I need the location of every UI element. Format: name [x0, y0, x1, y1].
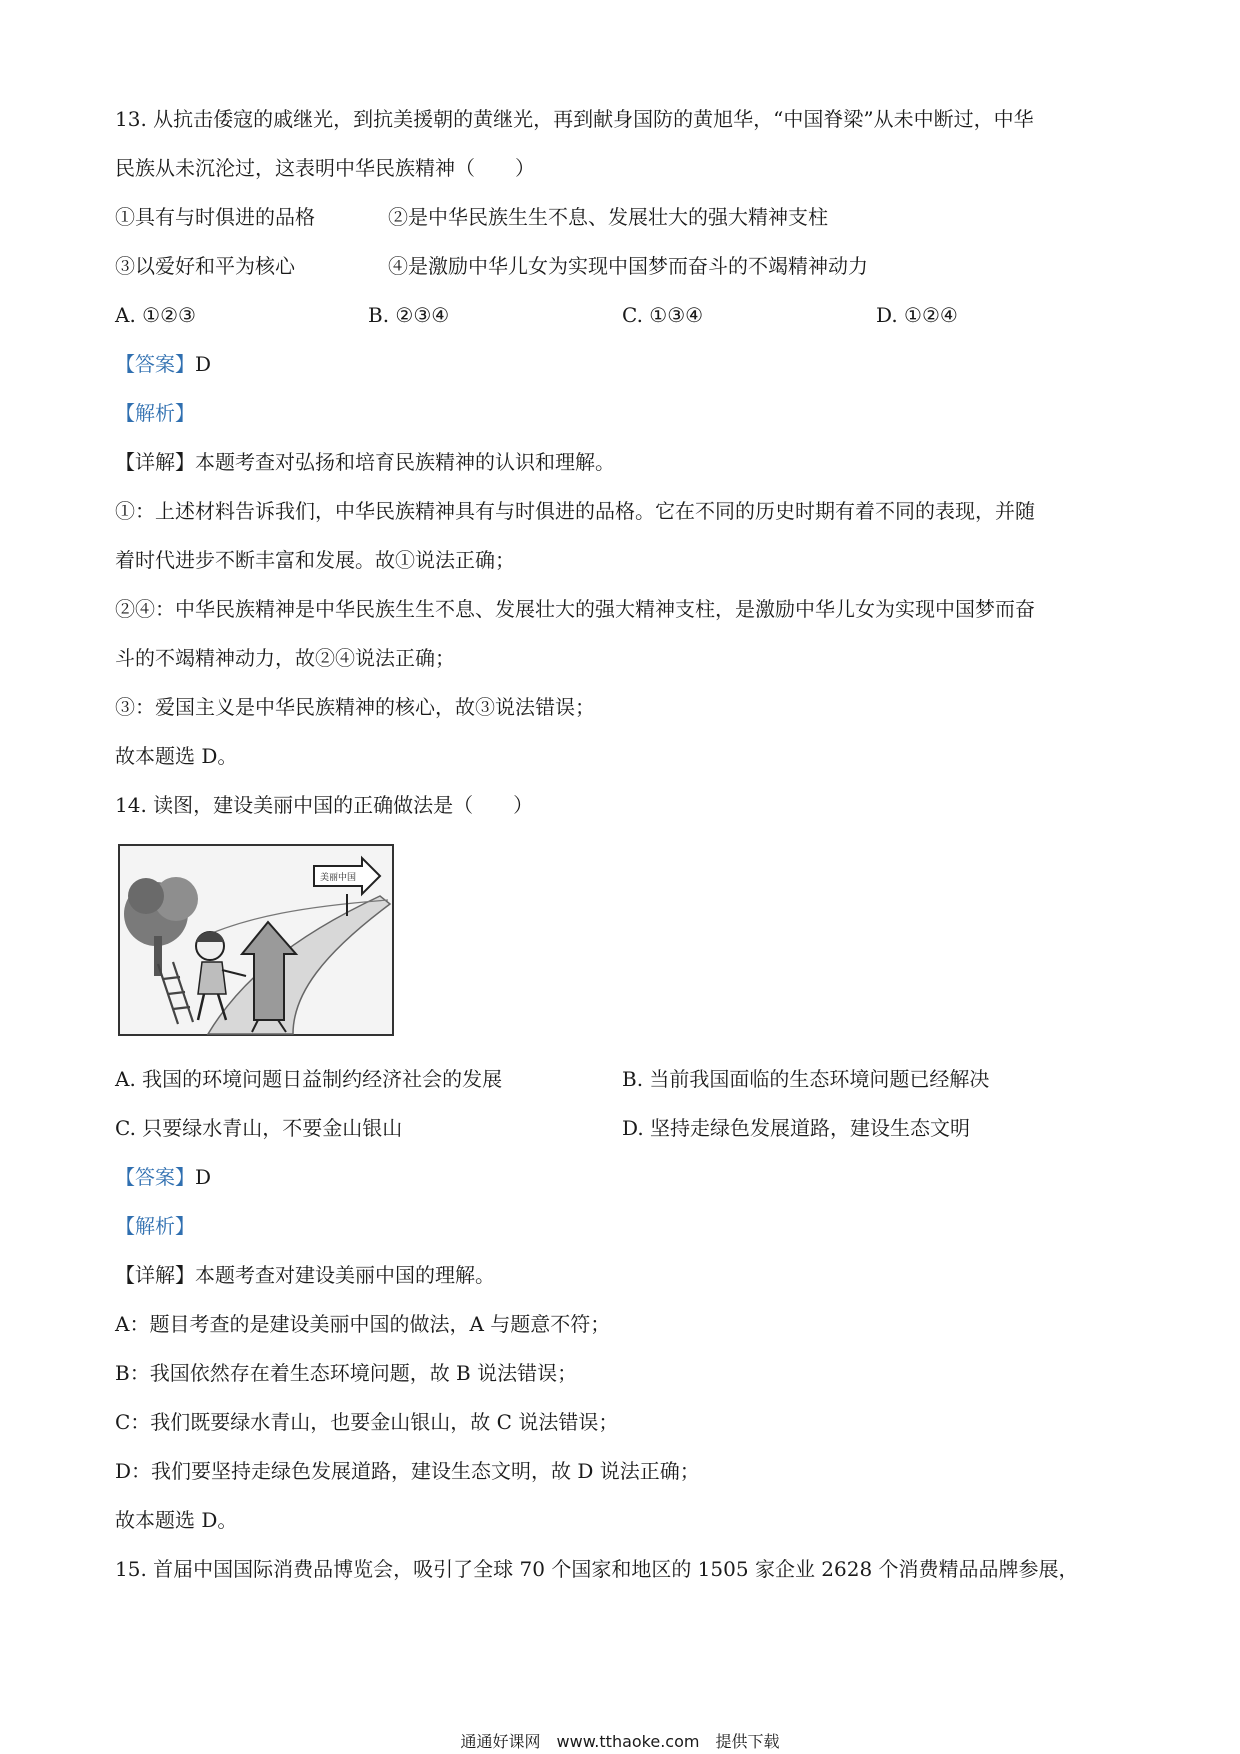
q13-exp2-line1: ②④：中华民族精神是中华民族生生不息、发展壮大的强大精神支柱，是激励中华儿女为实现中国梦而奋 — [115, 597, 1035, 621]
q13-conclusion: 故本题选 D。 — [115, 744, 238, 768]
q13-detail — [115, 448, 615, 476]
q14-answer — [115, 1163, 211, 1191]
answer-tag: 【答案】 — [115, 1165, 195, 1189]
page-footer: 通通好课网 www.tthaoke.com 提供下载 — [460, 1732, 780, 1751]
q14-option-d: D. 坚持走绿色发展道路，建设生态文明 — [622, 1116, 971, 1140]
q13-stem-line1: 13. 从抗击倭寇的戚继光，到抗美援朝的黄继光，再到献身国防的黄旭华，“中国脊梁”从未中断过，中华 — [115, 107, 1034, 131]
q13-item-4: ④是激励中华儿女为实现中国梦而奋斗的不竭精神动力 — [388, 254, 868, 278]
sign-text: 美丽中国 — [319, 873, 357, 883]
q13-option-c: C. ①③④ — [622, 303, 704, 327]
q14-option-a: A. 我国的环境问题日益制约经济社会的发展 — [115, 1067, 503, 1091]
q14-exp-c: C：我们既要绿水青山，也要金山银山，故 C 说法错误； — [115, 1410, 619, 1434]
q13-stem-line2: 民族从未沉沦过，这表明中华民族精神（ ） — [115, 156, 535, 180]
q14-exp-d: D：我们要坚持走绿色发展道路，建设生态文明，故 D 说法正确； — [115, 1459, 700, 1483]
q13-option-a: A. ①②③ — [115, 303, 196, 327]
q13-item-2: ②是中华民族生生不息、发展壮大的强大精神支柱 — [388, 205, 828, 229]
detail-text: 本题考查对建设美丽中国的理解。 — [195, 1263, 495, 1287]
q13-exp3: ③：爱国主义是中华民族精神的核心，故③说法错误； — [115, 695, 595, 719]
q14-analysis-tag: 【解析】 — [115, 1214, 195, 1238]
q14-option-c: C. 只要绿水青山，不要金山银山 — [115, 1116, 403, 1140]
q14-exp-a: A：题目考查的是建设美丽中国的做法，A 与题意不符； — [115, 1312, 611, 1336]
q13-exp2-line2: 斗的不竭精神动力，故②④说法正确； — [115, 646, 455, 670]
q13-item-1: ①具有与时俱进的品格 — [115, 205, 315, 229]
detail-tag: 【详解】 — [115, 1263, 195, 1287]
q13-exp1-line1: ①：上述材料告诉我们，中华民族精神具有与时俱进的品格。它在不同的历史时期有着不同的表现，并随 — [115, 499, 1035, 523]
q13-answer — [115, 350, 211, 378]
q13-option-d: D. ①②④ — [876, 303, 958, 327]
q14-detail — [115, 1261, 495, 1289]
q13-option-b: B. ②③④ — [368, 303, 450, 327]
q13-item-3: ③以爱好和平为核心 — [115, 254, 295, 278]
q13-exp1-line2: 着时代进步不断丰富和发展。故①说法正确； — [115, 548, 515, 572]
q14-conclusion: 故本题选 D。 — [115, 1508, 238, 1532]
q14-exp-b: B：我国依然存在着生态环境问题，故 B 说法错误； — [115, 1361, 578, 1385]
answer-tag: 【答案】 — [115, 352, 195, 376]
answer-value: D — [195, 352, 212, 376]
q15-stem-line1: 15. 首届中国国际消费品博览会，吸引了全球 70 个国家和地区的 1505 家企业 2628 个消费精品品牌参展， — [115, 1557, 1079, 1581]
q14-stem: 14. 读图，建设美丽中国的正确做法是（ ） — [115, 793, 534, 817]
cartoon-illustration — [118, 844, 394, 1036]
detail-text: 本题考查对弘扬和培育民族精神的认识和理解。 — [195, 450, 615, 474]
q14-option-b: B. 当前我国面临的生态环境问题已经解决 — [622, 1067, 990, 1091]
answer-value: D — [195, 1165, 212, 1189]
detail-tag: 【详解】 — [115, 450, 195, 474]
q13-analysis-tag: 【解析】 — [115, 401, 195, 425]
